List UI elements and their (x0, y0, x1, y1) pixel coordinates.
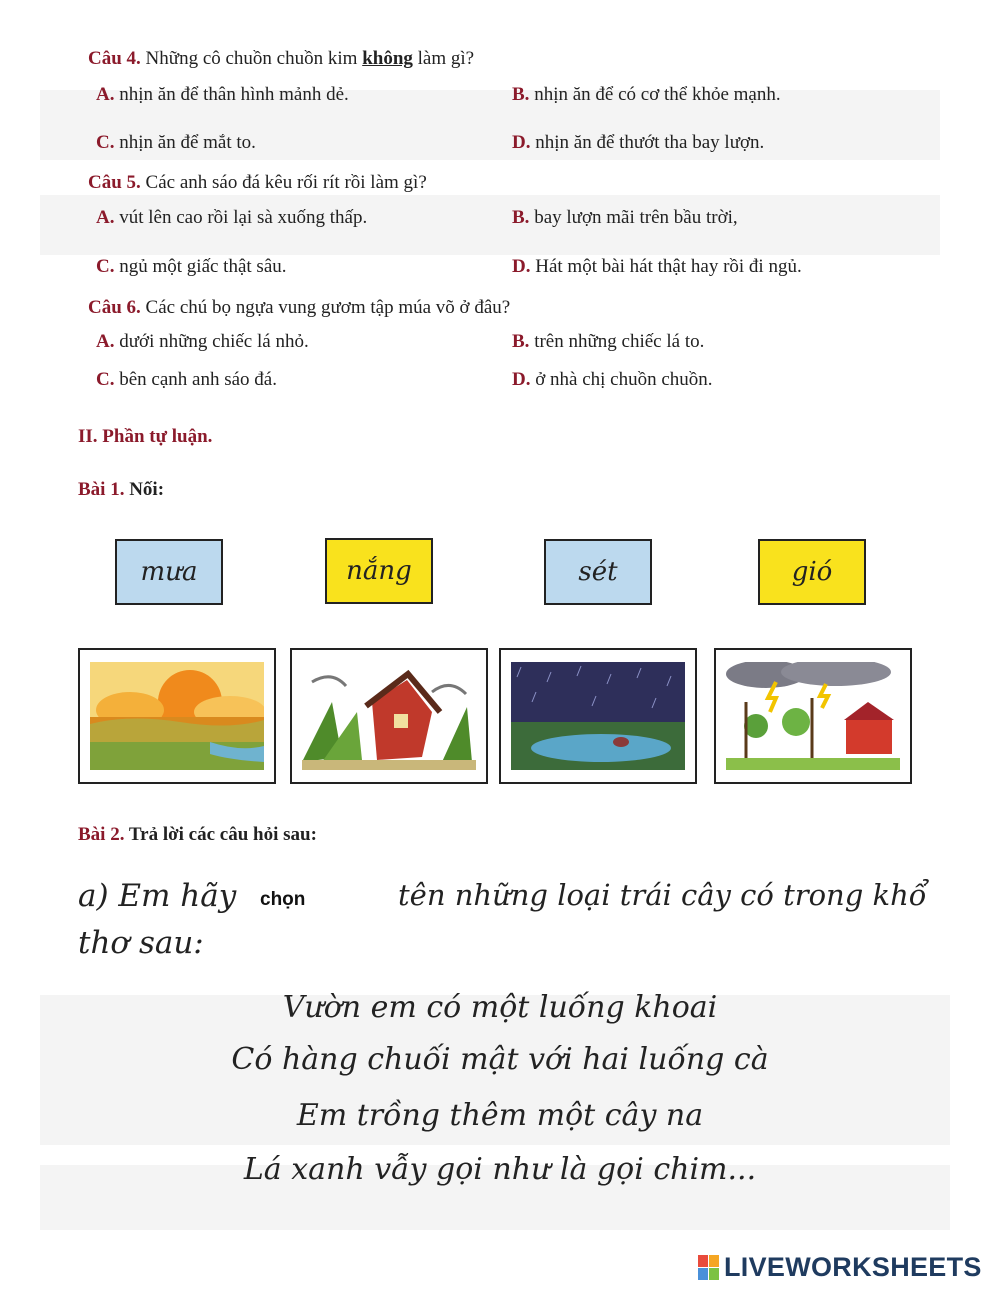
picture-rain[interactable] (499, 648, 697, 784)
question-text: Những cô chuồn chuồn kim (145, 48, 358, 69)
lightning-storm-icon (726, 662, 900, 770)
option-a: A. dưới những chiếc lá nhỏ. (96, 331, 309, 352)
option-b: B. trên những chiếc lá to. (512, 331, 705, 352)
question-6 (88, 297, 510, 319)
picture-sunny[interactable] (78, 648, 276, 784)
option-a: A. nhịn ăn để thân hình mảnh dẻ. (96, 84, 349, 105)
word-card-rain[interactable]: mưa (115, 539, 223, 605)
question-emphasis: không (362, 48, 413, 69)
question-5 (88, 172, 427, 194)
question-label: Câu 6. (88, 297, 141, 318)
liveworksheets-logo (698, 1252, 982, 1283)
brand-text: LIVEWORKSHEETS (724, 1252, 982, 1282)
option-d: D. Hát một bài hát thật hay rồi đi ngủ. (512, 256, 802, 277)
picture-windy[interactable] (290, 648, 488, 784)
exercise-1-title: Bài 1. Nối: (78, 479, 165, 500)
poem-line: Vườn em có một luống khoai (282, 990, 718, 1025)
option-c: C. ngủ một giấc thật sâu. (96, 256, 287, 277)
windy-house-icon (302, 662, 476, 770)
question-label: Câu 5. (88, 172, 141, 193)
option-d: D. nhịn ăn để thướt tha bay lượn. (512, 132, 765, 153)
question-text: Các anh sáo đá kêu rối rít rồi làm gì? (145, 172, 427, 193)
option-b: B. bay lượn mãi trên bầu trời, (512, 207, 738, 228)
question-text: làm gì? (417, 48, 475, 69)
exercise-2-title: Bài 2. Trả lời các câu hỏi sau: (78, 824, 317, 845)
rainy-pond-icon (511, 662, 685, 770)
instruction-continued: thơ sau: (78, 925, 204, 961)
question-label: Câu 4. (88, 48, 141, 69)
section-title: II. Phần tự luận. (78, 426, 213, 447)
question-4 (88, 48, 474, 70)
poem-line: Em trồng thêm một cây na (296, 1098, 704, 1133)
word-card-sunny[interactable]: nắng (325, 538, 433, 604)
logo-icon (698, 1255, 720, 1281)
word-card-lightning[interactable]: sét (544, 539, 652, 605)
option-d: D. ở nhà chị chuồn chuồn. (512, 369, 713, 390)
picture-lightning[interactable] (714, 648, 912, 784)
answer-dropdown[interactable]: chọn (244, 880, 396, 920)
option-c: C. nhịn ăn để mắt to. (96, 132, 256, 153)
option-b: B. nhịn ăn để có cơ thể khỏe mạnh. (512, 84, 781, 105)
option-a: A. vút lên cao rồi lại sà xuống thấp. (96, 207, 368, 228)
poem-line: Lá xanh vẫy gọi như là gọi chim... (243, 1152, 757, 1187)
option-c: C. bên cạnh anh sáo đá. (96, 369, 277, 390)
instruction-start: a) Em hãy (78, 878, 237, 914)
poem-line: Có hàng chuối mật với hai luống cà (231, 1042, 769, 1077)
instruction-end: tên những loại trái cây có trong khổ (398, 878, 927, 912)
sunny-landscape-icon (90, 662, 264, 770)
word-card-wind[interactable]: gió (758, 539, 866, 605)
question-text: Các chú bọ ngựa vung gươm tập múa võ ở đâu? (145, 297, 511, 318)
